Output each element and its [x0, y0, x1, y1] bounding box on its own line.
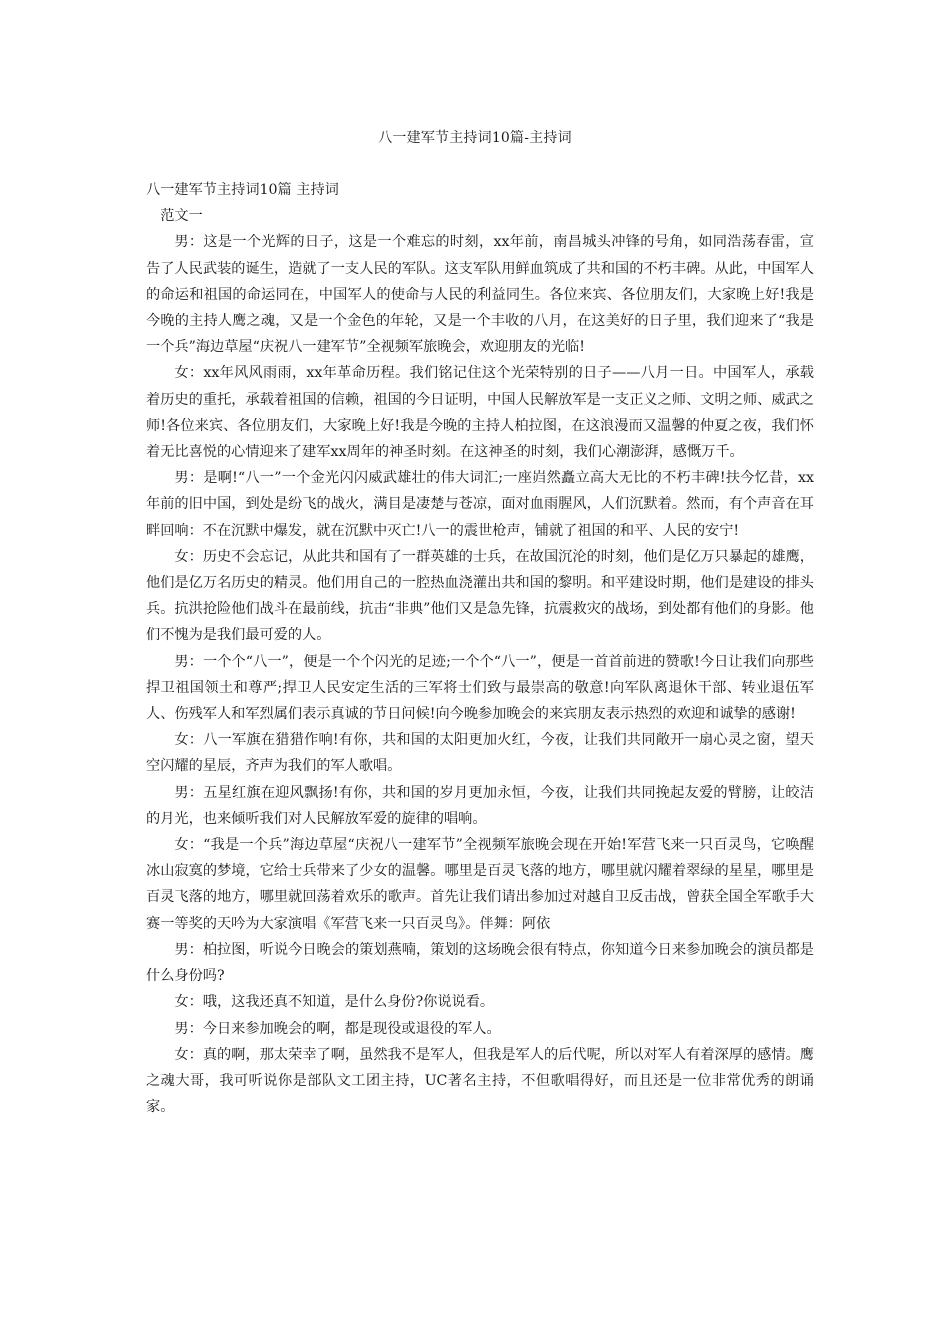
paragraph: 女：真的啊，那太荣幸了啊，虽然我不是军人，但我是军人的后代呢，所以对军人有着深厚的感情。鹰之魂大哥，我可听说你是部队文工团主持，UC著名主持，不但歌唱得好，而且还是一位非常优秀的朗诵家。: [146, 1046, 814, 1116]
paragraph: 男：柏拉图，听说今日晚会的策划燕喃，策划的这场晚会很有特点，你知道今日来参加晚会的演员都是什么身份吗?: [146, 941, 814, 985]
paragraph: 女：哦，这我还真不知道，是什么身份?你说说看。: [174, 994, 495, 1011]
paragraph: 女：“我是一个兵”海边草屋“庆祝八一建军节”全视频军旅晚会现在开始!军营飞来一只百灵鸟，它唤醒冰山寂寞的梦境，它给士兵带来了少女的温馨。哪里是百灵飞落的地方，哪里就闪耀着翠绿的星星，哪里是百灵飞落的地方，哪里就回荡着欢乐的歌声。首先让我们请出参加过对越自卫反击战，曾获全国全军歌手大赛一等奖的天吟为大家演唱《军营飞来一只百灵鸟》。伴舞：阿依: [146, 837, 814, 932]
paragraph: 女：八一军旗在猎猎作响!有你，共和国的太阳更加火红，今夜，让我们共同敞开一扇心灵之窗，望天空闪耀的星辰，齐声为我们的军人歌唱。: [146, 732, 814, 775]
document-body: [146, 177, 814, 1120]
paragraph: 女：xx年风风雨雨，xx年革命历程。我们铭记住这个光荣特别的日子——八月一日。中国军人，承载着历史的重托，承载着祖国的信赖，祖国的今日证明，中国人民解放军是一支正义之师、文明之师、威武之师!各位来宾、各位朋友们，大家晚上好!我是今晚的主持人柏拉图，在这浪漫而又温馨的仲夏之夜，我们怀着无比喜悦的心情迎来了建军xx周年的神圣时刻。在这神圣的时刻，我们心潮澎湃，感慨万千。: [146, 365, 814, 461]
paragraph: 男：五星红旗在迎风飘扬!有你，共和国的岁月更加永恒，今夜，让我们共同挽起友爱的臂膀，让皎洁的月光，也来倾听我们对人民解放军爱的旋律的唱响。: [146, 784, 814, 827]
section-label: 范文一: [160, 208, 203, 225]
document-subtitle: 八一建军节主持词10篇 主持词: [146, 182, 339, 198]
paragraph: 男：一个个“八一”，便是一个个闪光的足迹;一个个“八一”，便是一首首前进的赞歌!今日让我们向那些捍卫祖国领土和尊严;捍卫人民安定生活的三军将士们致与最崇高的敬意!向军队离退休干部、转业退伍军人、伤残军人和军烈属们表示真诚的节日问候!向今晚参加晚会的来宾朋友表示热烈的欢迎和诚挚的感谢!: [146, 653, 814, 723]
page-title: 八一建军节主持词10篇-主持词: [378, 130, 572, 146]
paragraph: 男：这是一个光辉的日子，这是一个难忘的时刻，xx年前，南昌城头冲锋的号角，如同浩荡春雷，宣告了人民武装的诞生，造就了一支人民的军队。这支军队用鲜血筑成了共和国的不朽丰碑。从此，中国军人的命运和祖国的命运同在，中国军人的使命与人民的利益同生。各位来宾、各位朋友们，大家晚上好!我是今晚的主持人鹰之魂，又是一个金色的年轮，又是一个丰收的八月，在这美好的日子里，我们迎来了“我是一个兵”海边草屋“庆祝八一建军节”全视频军旅晚会，欢迎朋友的光临!: [146, 234, 814, 356]
paragraph: 男：是啊!“八一”一个金光闪闪威武雄壮的伟大词汇;一座岿然矗立高大无比的不朽丰碑!扶今忆昔，xx年前的旧中国，到处是纷飞的战火，满目是凄楚与苍凉，面对血雨腥风，人们沉默着。然而，有个声音在耳畔回响：不在沉默中爆发，就在沉默中灭亡!八一的震世枪声，铺就了祖国的和平、人民的安宁!: [146, 470, 814, 539]
paragraph: 男：今日来参加晚会的啊，都是现役或退役的军人。: [174, 1020, 501, 1037]
paragraph: 女：历史不会忘记，从此共和国有了一群英雄的士兵，在故国沉沦的时刻，他们是亿万只暴起的雄鹰，他们是亿万名历史的精灵。他们用自己的一腔热血浇灌出共和国的黎明。和平建设时期，他们是建设的排头兵。抗洪抢险他们战斗在最前线，抗击“非典”他们又是急先锋，抗震救灾的战场，到处都有他们的身影。他们不愧为是我们最可爱的人。: [146, 548, 814, 644]
